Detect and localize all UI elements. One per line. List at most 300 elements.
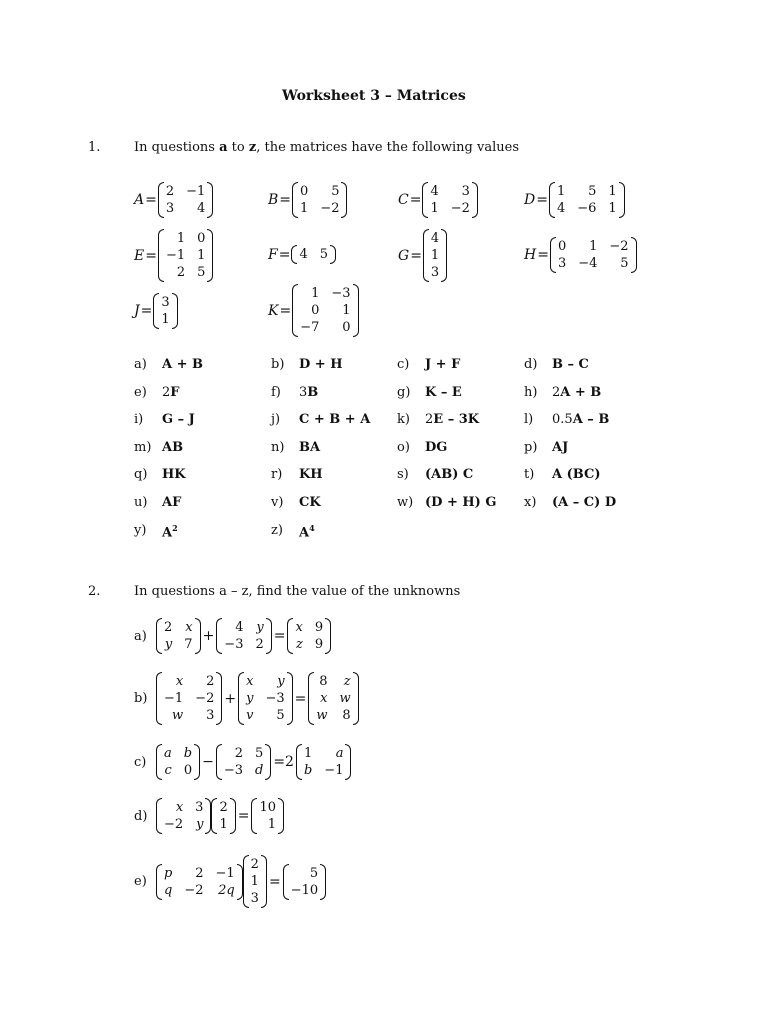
matrix-entry: 4 [430, 231, 440, 246]
matrix-entry: −10 [290, 882, 319, 898]
matrix-entry: x [175, 674, 184, 689]
right-bracket [195, 618, 201, 654]
q1-part-i [134, 412, 195, 427]
right-bracket [265, 744, 271, 780]
matrix-D [524, 182, 625, 218]
part-expression: K – E [425, 384, 462, 400]
matrix-entry: −1 [164, 691, 184, 706]
matrix-3 [251, 798, 284, 834]
right-bracket [472, 182, 478, 218]
matrix-entry: 1 [556, 184, 566, 199]
part-label: o) [397, 439, 410, 455]
q1-part-v [271, 495, 321, 510]
matrix-entry: 5 [255, 746, 264, 761]
matrix-entry: 2 [165, 184, 175, 199]
matrix-entry: 0 [197, 231, 206, 246]
right-bracket [330, 245, 336, 264]
matrix-C [398, 182, 478, 218]
question-2-number: 2. [88, 584, 101, 599]
matrix-entry: −3 [265, 691, 285, 706]
matrix-name: J [134, 303, 140, 319]
matrix-entry: 3 [557, 256, 567, 271]
operator: + [224, 690, 237, 707]
part-label: d) [524, 357, 538, 372]
q1-part-f [271, 385, 318, 400]
matrix-3 [296, 744, 352, 780]
right-bracket [320, 864, 326, 900]
part-label: m) [134, 439, 152, 455]
right-bracket [441, 229, 447, 282]
matrix-A [134, 182, 213, 218]
equals-sign: = [537, 247, 549, 263]
question-2-text: In questions a – z, find the value of the unknowns [134, 584, 461, 599]
operator: + [202, 628, 215, 644]
part-label: g) [397, 384, 411, 400]
matrix-entry: 1 [430, 201, 439, 216]
q1-part-y [134, 523, 178, 540]
part-expression: AJ [552, 439, 569, 455]
question-1-number: 1. [88, 140, 101, 155]
part-label: q) [134, 467, 148, 483]
matrix-name: H [524, 247, 537, 263]
part-expression: BA [299, 439, 321, 455]
matrix-values [549, 182, 625, 218]
matrix-entry: 5 [276, 708, 285, 723]
matrix-entry: q [164, 882, 173, 898]
equals-sign: = [140, 303, 153, 319]
matrix-entry: −2 [609, 239, 629, 254]
part-label: f) [271, 384, 281, 400]
equals-sign: = [145, 247, 157, 264]
part-expression: 2A + B [552, 384, 602, 400]
q2-part-d [134, 798, 284, 834]
matrix-entries [162, 798, 205, 834]
matrix-2 [216, 744, 272, 780]
right-bracket [631, 237, 637, 273]
matrix-values [550, 237, 637, 273]
part-expression: C + B + A [299, 412, 371, 428]
part-label: u) [134, 495, 148, 510]
q2-part-a [134, 618, 331, 654]
matrix-entries [293, 618, 325, 654]
matrix-entry: x [295, 620, 303, 635]
matrix-entry: 2 [250, 857, 259, 872]
part-label: l) [524, 412, 534, 428]
right-bracket [278, 798, 284, 834]
matrix-G [398, 229, 447, 282]
matrix-2 [243, 855, 267, 908]
matrix-entry: 3 [430, 265, 440, 280]
right-bracket [325, 618, 331, 654]
matrix-name: G [398, 247, 410, 264]
matrix-entry: w [339, 691, 351, 706]
part-expression: (AB) C [425, 467, 474, 483]
right-bracket [230, 798, 236, 834]
part-label: d) [134, 808, 148, 824]
matrix-entries [162, 744, 194, 780]
matrix-entry: 2 [195, 865, 204, 881]
matrix-entries [222, 744, 266, 780]
part-label: b) [271, 357, 285, 372]
part-label: r) [271, 467, 283, 483]
matrix-entry: −2 [195, 691, 215, 706]
matrix-entry: x [175, 800, 184, 815]
q1-part-k [397, 412, 479, 427]
q1-part-m [134, 440, 183, 455]
matrix-name: K [268, 302, 279, 319]
part-expression: 0.5A – B [552, 412, 610, 428]
q1-part-d [524, 357, 589, 372]
matrix-entry: −7 [300, 320, 320, 335]
matrix-entry: 4 [299, 247, 308, 262]
matrix-entry: w [316, 708, 328, 723]
matrix-entry: z [343, 674, 351, 689]
equals-sign: = [536, 192, 548, 208]
part-expression: A + B [162, 357, 204, 372]
matrix-entry: 4 [430, 184, 439, 199]
operator: = [237, 808, 250, 824]
matrix-entry: p [164, 865, 173, 881]
matrix-entry: 10 [259, 800, 277, 815]
part-label: e) [134, 874, 147, 889]
matrix-entry: 1 [161, 312, 170, 327]
matrix-values [292, 182, 347, 218]
matrix-entries [222, 618, 265, 654]
part-expression: DG [425, 439, 448, 455]
matrix-entry: 5 [620, 256, 629, 271]
matrix-entries [555, 182, 619, 218]
matrix-2 [211, 798, 235, 834]
matrix-entry: 1 [176, 231, 186, 246]
right-bracket [619, 182, 625, 218]
q1-part-z [271, 523, 315, 540]
part-expression: CK [299, 495, 321, 510]
part-label: v) [271, 495, 284, 510]
part-label: x) [524, 495, 537, 510]
matrix-entries [162, 618, 195, 654]
matrix-entry: 2 [206, 674, 215, 689]
matrix-1 [156, 672, 222, 725]
matrix-entry: 7 [184, 637, 193, 652]
matrix-B [268, 182, 347, 218]
matrix-entry: −6 [577, 201, 597, 216]
q1-text-pre: In questions [134, 140, 220, 155]
matrix-entry: 5 [331, 184, 340, 199]
right-bracket [345, 744, 351, 780]
matrix-entries [302, 744, 346, 780]
q1-part-q [134, 467, 186, 482]
matrix-values [422, 182, 477, 218]
matrix-entry: 1 [267, 817, 277, 832]
matrix-name: E [134, 247, 145, 264]
q1-part-b [271, 357, 343, 372]
matrix-entry: 1 [300, 201, 309, 216]
matrix-entry: 2 [176, 265, 186, 280]
q1-part-p [524, 440, 568, 455]
part-expression: A (BC) [552, 467, 601, 483]
right-bracket [207, 182, 213, 218]
matrix-entry: 9 [314, 637, 324, 652]
matrix-entry: 1 [342, 303, 351, 318]
right-bracket [172, 293, 178, 329]
right-bracket [353, 672, 359, 725]
matrix-entry: 3 [206, 708, 215, 723]
matrix-entry: 4 [197, 201, 206, 216]
matrix-values [158, 229, 213, 282]
q1-part-n [271, 440, 320, 455]
matrix-entry: y [256, 620, 264, 635]
matrix-2 [238, 672, 293, 725]
part-expression: AF [162, 495, 182, 510]
matrix-entry: 2q [218, 882, 235, 898]
operator: − [202, 754, 214, 770]
matrix-entry: y [196, 817, 204, 832]
equals-sign: = [145, 192, 157, 208]
matrix-entry: 5 [309, 865, 319, 881]
matrix-entry: a [335, 746, 344, 761]
coefficient: 3 [299, 384, 308, 400]
part-expression: B – C [552, 357, 589, 372]
matrix-3 [287, 618, 331, 654]
matrix-entries [429, 229, 441, 282]
part-expression: 3B [299, 384, 319, 400]
matrix-entry: −2 [184, 882, 204, 898]
part-label: p) [524, 439, 538, 455]
coefficient: 0.5 [552, 412, 573, 428]
part-expression: $A^4$ [299, 522, 315, 540]
operator: = [294, 690, 307, 707]
q2-part-b [134, 672, 359, 725]
matrix-entry: −1 [186, 184, 206, 199]
q1-part-t [524, 467, 601, 482]
question-1-text [134, 140, 519, 155]
q1-part-j [271, 412, 370, 427]
part-expression: $A^2$ [162, 522, 178, 540]
matrix-entries [298, 284, 352, 337]
matrix-name: D [524, 192, 536, 208]
q1-part-o [397, 440, 447, 455]
matrix-entries [289, 864, 320, 900]
equals-sign: = [410, 247, 422, 264]
q1-part-c [397, 357, 460, 372]
matrix-1 [156, 864, 243, 900]
q2-part-c [134, 744, 351, 780]
part-expression: J + F [425, 357, 461, 372]
matrix-E [134, 229, 213, 282]
matrix-entries [428, 182, 471, 218]
matrix-2 [216, 618, 271, 654]
matrix-entry: 3 [161, 295, 170, 310]
right-bracket [353, 284, 359, 337]
matrix-values [291, 245, 336, 264]
matrix-entry: 3 [165, 201, 175, 216]
matrix-entry: 1 [608, 201, 617, 216]
part-label: t) [524, 467, 535, 483]
part-expression: (D + H) G [425, 495, 497, 510]
q1-text-post: , the matrices have the following values [256, 140, 519, 155]
matrix-entry: −4 [578, 256, 598, 271]
matrix-1 [156, 744, 200, 780]
matrix-entry: y [164, 637, 173, 652]
part-label: i) [134, 412, 144, 428]
matrix-entry: d [255, 763, 264, 778]
matrix-entry: 9 [314, 620, 324, 635]
matrix-entry: 0 [342, 320, 351, 335]
matrix-entry: b [303, 763, 313, 778]
operator: = [268, 873, 281, 890]
part-expression: (A – C) D [552, 495, 617, 510]
part-expression: KH [299, 467, 323, 483]
matrix-entry: b [183, 746, 193, 761]
matrix-entries [244, 672, 287, 725]
matrix-entry: 2 [164, 620, 173, 635]
equals-sign: = [278, 246, 291, 263]
part-expression: 2E – 3K [425, 412, 480, 428]
matrix-entry: −3 [223, 763, 243, 778]
matrix-J [134, 293, 178, 329]
matrix-entries [162, 864, 237, 900]
matrix-entry: x [185, 620, 193, 635]
right-bracket [261, 855, 267, 908]
matrix-entry: 1 [311, 286, 320, 301]
matrix-values [153, 293, 177, 329]
part-label: h) [524, 384, 538, 400]
matrix-1 [156, 798, 211, 834]
matrix-entry: x [246, 674, 254, 689]
matrix-values [292, 284, 358, 337]
matrix-entry: 4 [556, 201, 566, 216]
right-bracket [341, 182, 347, 218]
matrix-entry: 3 [461, 184, 470, 199]
matrix-entries [164, 182, 207, 218]
matrix-entry: 1 [608, 184, 617, 199]
q1-part-h [524, 385, 601, 400]
part-label: y) [134, 522, 147, 538]
matrix-name: F [268, 246, 278, 263]
matrix-F [268, 245, 336, 264]
q1-part-s [397, 467, 473, 482]
matrix-entry: 1 [589, 239, 598, 254]
matrix-entry: 1 [250, 874, 259, 889]
matrix-entry: 4 [235, 620, 244, 635]
q1-part-x [524, 495, 616, 510]
matrix-entries [164, 229, 207, 282]
matrix-entry: 0 [557, 239, 567, 254]
matrix-entry: c [164, 763, 172, 778]
coefficient: 2 [552, 384, 561, 400]
matrix-3 [283, 864, 326, 900]
matrix-entry: 1 [304, 746, 313, 761]
part-expression: AB [162, 439, 184, 455]
part-label: n) [271, 439, 285, 455]
matrix-entries [257, 798, 278, 834]
matrix-entry: −3 [224, 637, 244, 652]
part-label: a) [134, 628, 147, 644]
matrix-entry: y [246, 691, 254, 706]
operator: =2 [273, 754, 294, 770]
matrix-entry: w [172, 708, 184, 723]
matrix-entry: 5 [588, 184, 597, 199]
matrix-entry: v [246, 708, 254, 723]
operator: = [273, 628, 286, 644]
coefficient: 2 [425, 412, 434, 428]
matrix-name: C [398, 192, 409, 208]
matrix-entries [556, 237, 631, 273]
matrix-entry: −1 [165, 248, 186, 263]
matrix-H [524, 237, 637, 273]
part-label: a) [134, 357, 147, 372]
part-expression: D + H [299, 357, 343, 372]
matrix-entry: −1 [215, 865, 235, 881]
q1-part-w [397, 495, 496, 510]
matrix-3 [308, 672, 358, 725]
matrix-entry: −2 [450, 201, 470, 216]
matrix-entries [249, 855, 261, 908]
matrix-entry: 3 [250, 891, 259, 906]
right-bracket [287, 672, 293, 725]
matrix-entry: 2 [255, 637, 264, 652]
matrix-entry: 5 [197, 265, 206, 280]
q1-part-u [134, 495, 181, 510]
matrix-entry: 1 [197, 248, 206, 263]
coefficient: 2 [162, 384, 171, 400]
matrix-1 [156, 618, 201, 654]
q1-text-mid: to [227, 140, 249, 155]
equals-sign: = [279, 192, 292, 208]
part-label: c) [134, 754, 147, 770]
matrix-values [158, 182, 213, 218]
matrix-entry: −2 [320, 201, 340, 216]
part-label: e) [134, 384, 147, 400]
matrix-entry: y [277, 674, 285, 689]
matrix-name: A [134, 192, 145, 208]
equals-sign: = [409, 192, 422, 208]
matrix-K [268, 284, 359, 337]
q1-text-z: z [248, 140, 257, 155]
part-expression: G – J [162, 412, 195, 428]
worksheet-title: Worksheet 3 – Matrices [282, 88, 466, 104]
matrix-entries [314, 672, 352, 725]
matrix-entry: z [295, 637, 303, 652]
q1-text-a: a [219, 140, 228, 155]
matrix-entry: −1 [324, 763, 344, 778]
right-bracket [216, 672, 222, 725]
matrix-entry: 2 [219, 800, 228, 815]
part-label: w) [397, 495, 414, 510]
matrix-entry: 1 [430, 248, 440, 263]
matrix-values [423, 229, 447, 282]
matrix-entry: 5 [319, 247, 329, 262]
matrix-entries [217, 798, 229, 834]
part-label: z) [271, 522, 283, 538]
equals-sign: = [279, 302, 292, 319]
part-label: j) [271, 412, 281, 428]
matrix-entry: x [320, 691, 328, 706]
matrix-entries [297, 245, 330, 264]
matrix-entry: a [164, 746, 172, 761]
matrix-entry: 3 [195, 800, 204, 815]
matrix-entry: 0 [183, 763, 193, 778]
q2-part-e [134, 855, 326, 908]
right-bracket [266, 618, 272, 654]
part-label: b) [134, 691, 148, 706]
q1-part-l [524, 412, 609, 427]
matrix-entries [159, 293, 171, 329]
matrix-entry: −3 [331, 286, 351, 301]
right-bracket [207, 229, 213, 282]
part-expression: HK [162, 467, 186, 483]
matrix-name: B [268, 192, 279, 208]
